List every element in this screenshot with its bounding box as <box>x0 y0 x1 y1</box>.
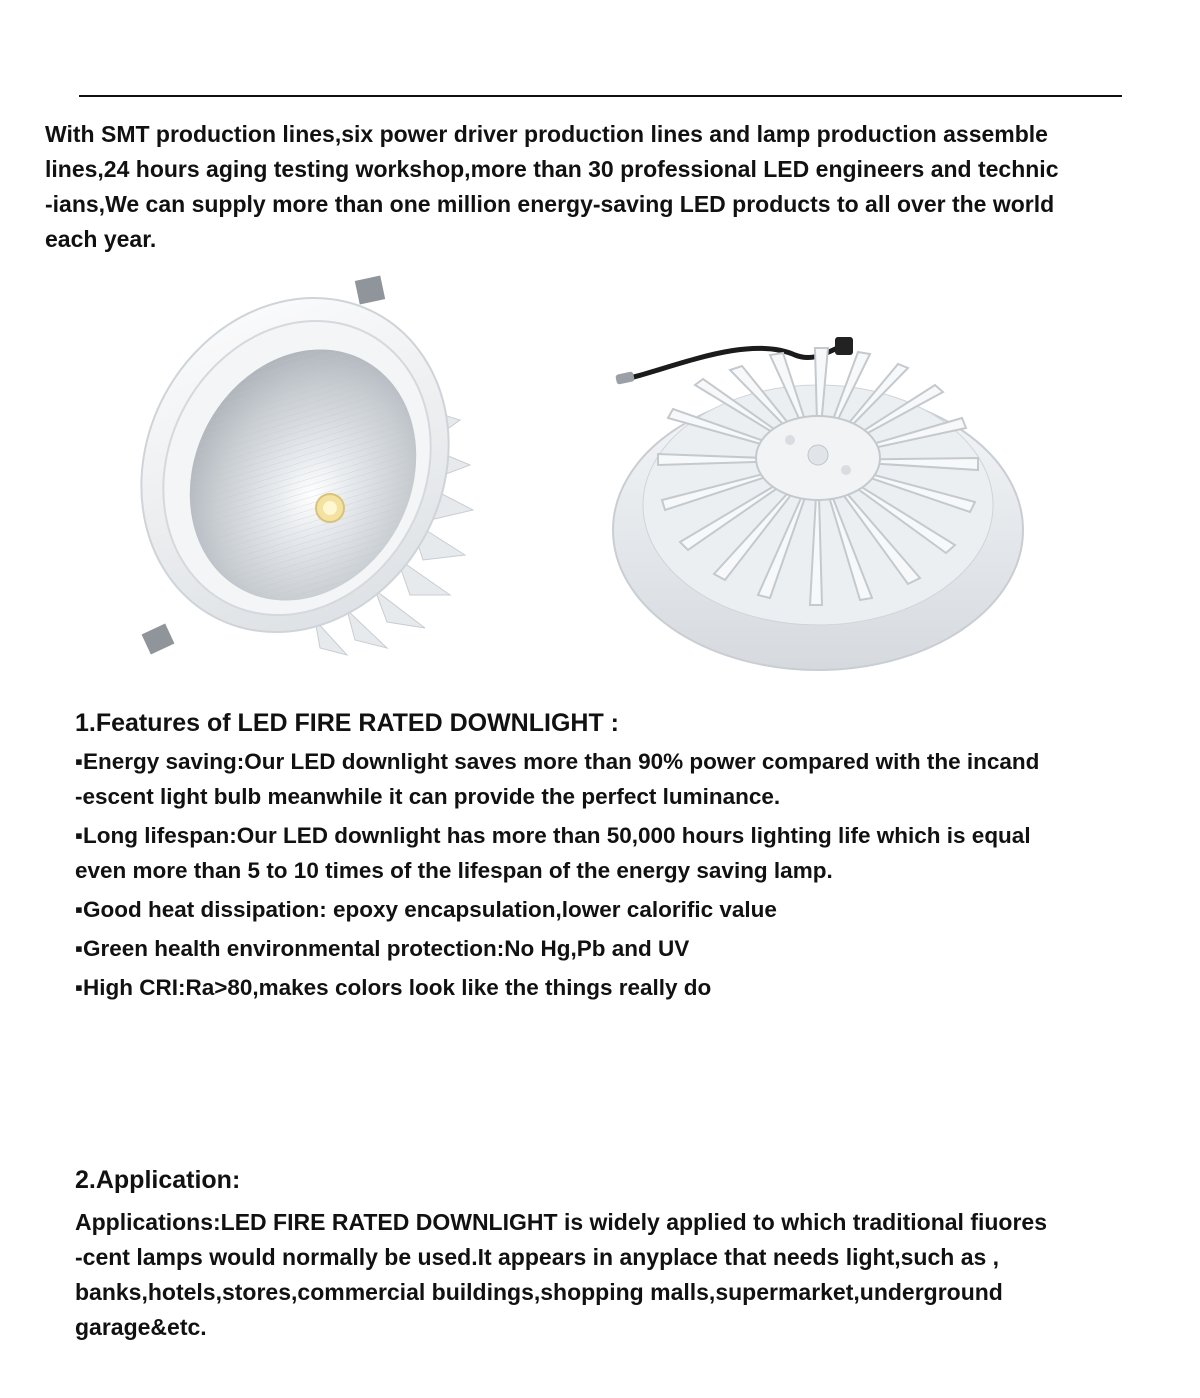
intro-line: -ians,We can supply more than one million energy-saving LED products to all over the world <box>45 191 1055 217</box>
feature-line: ▪High CRI:Ra>80,makes colors look like the things really do <box>75 975 712 1000</box>
downlight-heatsink-photo <box>610 330 1030 675</box>
feature-line: ▪Energy saving:Our LED downlight saves more than 90% power compared with the incand <box>75 749 1040 774</box>
feature-line: even more than 5 to 10 times of the lifespan of the energy saving lamp. <box>75 858 833 883</box>
feature-line: -escent light bulb meanwhile it can provide the perfect luminance. <box>75 784 781 809</box>
application-title: 2.Application: <box>75 1166 241 1194</box>
downlight-front-photo <box>125 270 485 670</box>
feature-long-lifespan <box>75 818 1175 888</box>
feature-high-cri <box>75 970 1175 1005</box>
application-line: banks,hotels,stores,commercial buildings,shopping malls,supermarket,underground <box>75 1279 1003 1305</box>
feature-line: ▪Green health environmental protection:No Hg,Pb and UV <box>75 936 690 961</box>
intro-paragraph <box>45 117 1165 257</box>
top-divider <box>79 95 1122 97</box>
feature-heat-dissipation <box>75 892 1175 927</box>
intro-line: With SMT production lines,six power driver production lines and lamp production assemble <box>45 121 1048 147</box>
application-paragraph <box>75 1205 1175 1345</box>
application-line: garage&etc. <box>75 1314 207 1340</box>
feature-line: ▪Good heat dissipation: epoxy encapsulation,lower calorific value <box>75 897 777 922</box>
application-line: -cent lamps would normally be used.It appears in anyplace that needs light,such as , <box>75 1244 1000 1270</box>
feature-line: ▪Long lifespan:Our LED downlight has more than 50,000 hours lighting life which is equal <box>75 823 1031 848</box>
intro-line: lines,24 hours aging testing workshop,more than 30 professional LED engineers and technic <box>45 156 1059 182</box>
application-line: Applications:LED FIRE RATED DOWNLIGHT is widely applied to which traditional fiuores <box>75 1209 1048 1235</box>
feature-energy-saving <box>75 744 1175 814</box>
features-title: 1.Features of LED FIRE RATED DOWNLIGHT : <box>75 709 619 737</box>
features-list <box>75 744 1175 1009</box>
feature-environmental <box>75 931 1175 966</box>
intro-line: each year. <box>45 226 157 252</box>
